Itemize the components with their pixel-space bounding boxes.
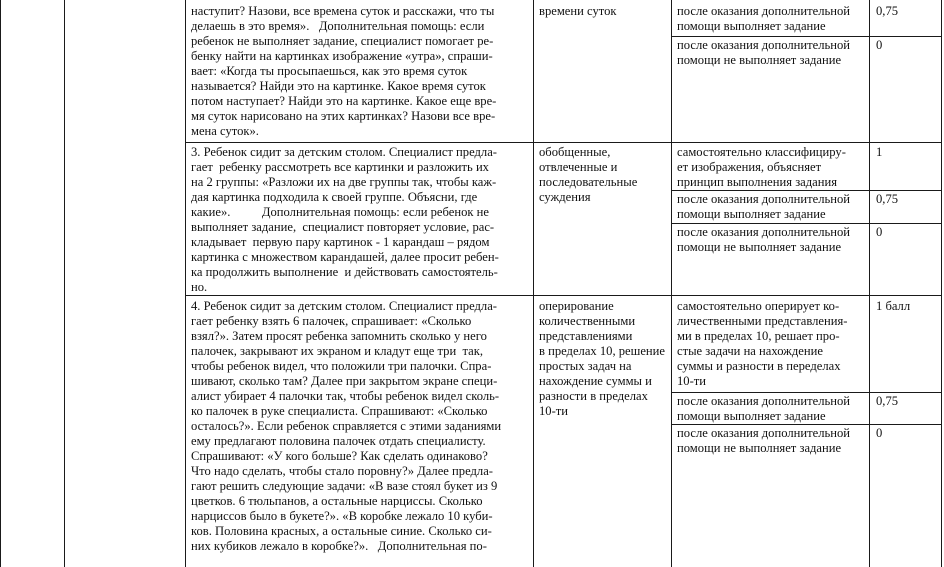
criterion-score: 1 [876,145,938,160]
criterion-score: 0,75 [876,4,938,19]
criterion-text: после оказания дополнительной помощи выполняет задание [677,192,867,222]
criterion-text: после оказания дополнительной помощи не выполняет задание [677,225,867,255]
criteria-border [671,424,942,425]
criteria-border [671,223,942,224]
criterion-score: 0 [876,38,938,53]
criterion-text: самостоятельно оперирует ко- личественными представления- ми в пределах 10, решает про- стые задачи на нахождение суммы и разности в переделах 10-ти [677,299,867,389]
criterion-text: после оказания дополнительной помощи выполняет задание [677,394,867,424]
col-border [671,0,672,567]
row-border [185,142,942,143]
row-border [185,295,942,296]
col-border [869,0,870,567]
col-border [941,0,942,567]
criterion-text: после оказания дополнительной помощи выполняет задание [677,4,867,34]
criterion-score: 0,75 [876,192,938,207]
criterion-score: 0 [876,225,938,240]
criterion-text: после оказания дополнительной помощи не выполняет задание [677,38,867,68]
assessed-skill: оперирование количественными представлениями в пределах 10, решение простых задач на нахождение суммы и разности в пределах 10-ти [539,299,669,419]
criterion-text: после оказания дополнительной помощи не выполняет задание [677,426,867,456]
col-border [0,0,1,567]
criterion-score: 1 балл [876,299,938,314]
col-border [64,0,65,567]
criterion-text: самостоятельно классифициру- ет изображения, объясняет принцип выполнения задания [677,145,867,190]
criteria-border [671,392,942,393]
criterion-score: 0,75 [876,394,938,409]
col-border [533,0,534,567]
criteria-border [671,190,942,191]
criterion-score: 0 [876,426,938,441]
criteria-border [671,36,942,37]
assessment-table [0,0,944,567]
task-description: 4. Ребенок сидит за детским столом. Специалист предла- гает ребенку взять 6 палочек, спрашивает: «Сколько взял?». Затем просят ребенка запомнить сколько у него палочек, закрывают их экраном и кладут еще три так, чтобы ребенок видел, что положили три палочки. Спра- шивают, сколько там? Далее при закрытом экране специ- алист убирает 4 палочки так, чтобы ребенок видел сколь- ко палочек в руке специалиста. Спрашивают: «Сколько осталось?». Если ребенок справляется с этими заданиями ему предлагают половина палочек отдать специалисту. Спрашивают: «У кого больше? Как сделать одинаково? Что надо сделать, чтобы стало поровну?» Далее предла- гают решить следующие задачи: «В вазе стоял букет из 9 цветков. 6 тюльпанов, а остальные нарциссы. Сколько нарциссов было в букете?». «В коробке лежало 10 куби- ков. Половина красных, а остальные синие. Сколько си- них кубиков лежало в коробке?». Дополнительная по- [191,299,531,567]
col-border [185,0,186,567]
task-description: 3. Ребенок сидит за детским столом. Специалист предла- гает ребенку рассмотреть все картинки и разложить их на 2 группы: «Разложи их на две группы так, чтобы каж- дая картинка подходила к своей группе. Объясни, где какие». Дополнительная помощь: если ребенок не выполняет задание, специалист повторяет условие, рас- кладывает первую пару картинок - 1 карандаш – рядом картинка с множеством карандашей, далее просит ребен- ка продолжить выполнение и действовать самостоятель- но. [191,145,531,295]
assessed-skill: обобщенные, отвлеченные и последовательные суждения [539,145,669,205]
assessed-skill: времени суток [539,4,669,19]
task-description: наступит? Назови, все времена суток и расскажи, что ты делаешь в это время». Дополнительная помощь: если ребенок не выполняет задание, специалист помогает ре- бенку найти на картинках изображение «утра», спраши- вает: «Когда ты просыпаешься, как это время суток называется? Найди это на картинке. Какое время суток потом наступает? Найди это на картинке. Какое еще вре- мя суток нарисовано на этих картинках? Назови все вре- мена суток». [191,4,531,139]
